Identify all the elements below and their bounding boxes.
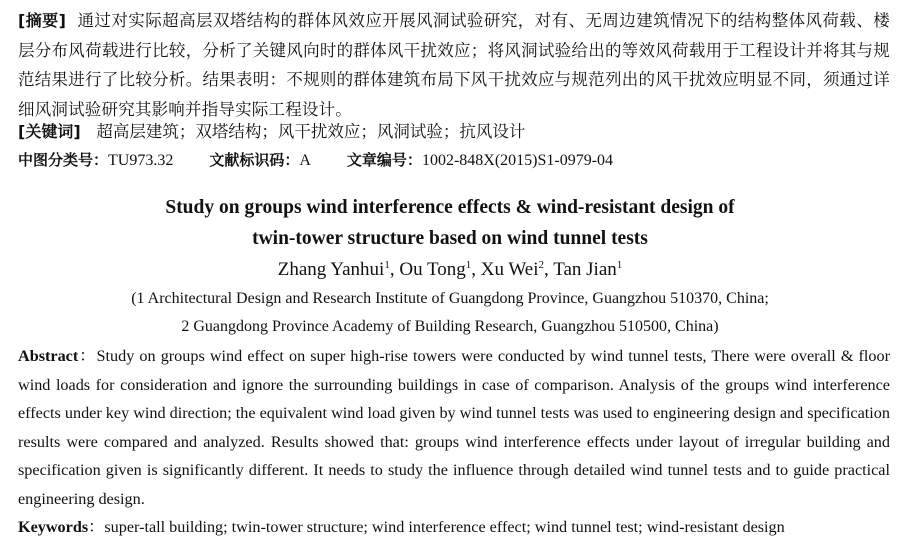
english-keywords-label: Keywords xyxy=(18,518,89,536)
author-separator: , xyxy=(389,259,400,280)
author xyxy=(399,259,480,280)
english-authors xyxy=(0,256,900,284)
chinese-abstract-label: [摘要] xyxy=(18,11,67,30)
author-affiliation-mark: 1 xyxy=(465,259,472,271)
article-number-label: 文章编号： xyxy=(346,151,422,169)
author-separator: , xyxy=(544,259,554,280)
english-title-line-2: twin-tower structure based on wind tunnel tests xyxy=(252,228,648,249)
author xyxy=(553,259,622,280)
chinese-abstract xyxy=(18,6,890,124)
author-name: Tan Jian xyxy=(553,259,617,280)
english-abstract-text: ：Study on groups wind effect on super high-rise towers were conducted by wind tunnel tests, There were overall & floor wind loads for consideration and ignore the surrounding buildings in case of comparison. Analysis of the groups wind interference effects under key wind direction; the equivalent wind load given by wind tunnel tests was used to engineering design and specification results were compared and analyzed. Results showed that: groups wind interference effects under layout of irregular building and specification given is significantly different. It needs to study the influence through detailed wind tunnel tests and to guide practical engineering design. xyxy=(18,347,890,508)
english-keywords-text: ：super-tall building; twin-tower structure; wind interference effect; wind tunnel test; wind-resistant design xyxy=(88,518,785,536)
author-affiliation-mark: 1 xyxy=(616,259,623,271)
english-title-line-1: Study on groups wind interference effects & wind-resistant design of xyxy=(165,197,735,218)
chinese-abstract-text: 通过对实际超高层双塔结构的群体风效应开展风洞试验研究，对有、无周边建筑情况下的结构整体风荷载、楼层分布风荷载进行比较，分析了关键风向时的群体风干扰效应；将风洞试验给出的等效风荷载用于工程设计并将其与规范结果进行了比较分析。结果表明：不规则的群体建筑布局下风干扰效应与规范列出的风干扰效应明显不同，须通过详细风洞试验研究其影响并指导实际工程设计。 xyxy=(18,11,890,119)
author-affiliation-mark: 2 xyxy=(538,259,545,271)
english-abstract xyxy=(18,342,890,514)
author-affiliation-mark: 1 xyxy=(384,259,390,271)
author xyxy=(278,259,400,280)
classification-line xyxy=(18,148,890,173)
author-name: Ou Tong xyxy=(399,259,466,280)
english-abstract-label: Abstract xyxy=(18,347,79,365)
english-keywords xyxy=(18,514,890,540)
affiliation-line-1: (1 Architectural Design and Research Institute of Guangdong Province, Guangzhou 510370, China; xyxy=(131,290,769,307)
chinese-keywords-text: 超高层建筑；双塔结构；风干扰效应；风洞试验；抗风设计 xyxy=(96,122,526,141)
document-code-label: 文献标识码： xyxy=(209,151,300,169)
classification-value: TU973.32 xyxy=(108,152,174,169)
author xyxy=(481,259,553,280)
author-name: Xu Wei xyxy=(480,259,539,280)
author-separator: , xyxy=(471,259,481,280)
article-number-value: 1002-848X(2015)S1-0979-04 xyxy=(421,152,614,169)
document-code-value: A xyxy=(299,152,311,169)
chinese-keywords xyxy=(18,119,890,145)
classification-label: 中图分类号： xyxy=(18,151,109,169)
chinese-keywords-label: [关键词] xyxy=(18,122,81,141)
affiliation-line-2: 2 Guangdong Province Academy of Building Research, Guangzhou 510500, China) xyxy=(181,318,719,335)
author-name: Zhang Yanhui xyxy=(277,259,385,280)
